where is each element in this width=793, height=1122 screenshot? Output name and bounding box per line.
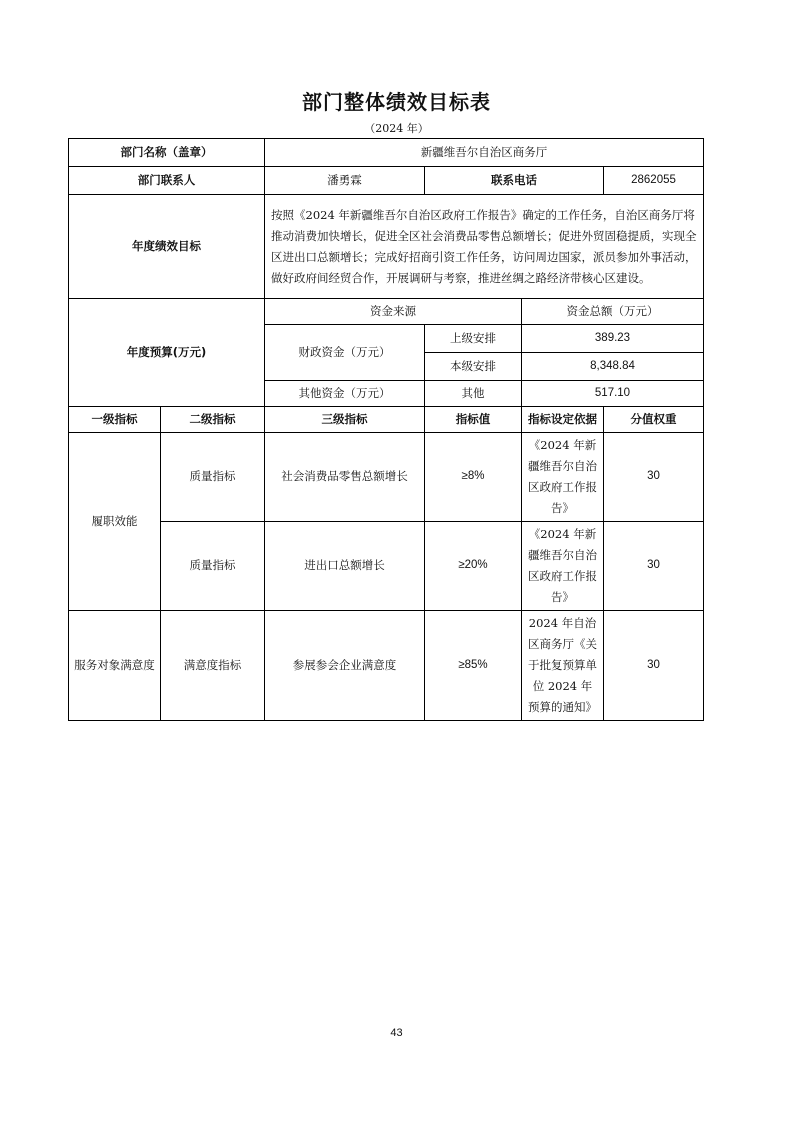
weight-cell: 30 [604, 522, 704, 611]
header-basis: 指标设定依据 [522, 407, 604, 433]
other-fund-value: 517.10 [522, 381, 704, 407]
annual-goal-label: 年度绩效目标 [69, 195, 265, 299]
header-level2: 二级指标 [161, 407, 265, 433]
level3-cell: 参展参会企业满意度 [265, 611, 425, 721]
level1-cell: 履职效能 [69, 433, 161, 611]
upper-level-value: 389.23 [522, 325, 704, 353]
level1-cell: 服务对象满意度 [69, 611, 161, 721]
local-level-label: 本级安排 [425, 353, 522, 381]
other-fund-sub-label: 其他 [425, 381, 522, 407]
table-row [69, 433, 704, 522]
value-cell: ≥20% [425, 522, 522, 611]
dept-contact-label: 部门联系人 [69, 167, 265, 195]
upper-level-label: 上级安排 [425, 325, 522, 353]
value-cell: ≥8% [425, 433, 522, 522]
header-level3: 三级指标 [265, 407, 425, 433]
dept-phone-value: 2862055 [604, 167, 704, 195]
level2-cell: 质量指标 [161, 522, 265, 611]
fiscal-fund-label: 财政资金（万元） [265, 325, 425, 381]
page-title: 部门整体绩效目标表 [302, 90, 491, 114]
dept-name-value: 新疆维吾尔自治区商务厅 [265, 139, 704, 167]
year-subtitle: （2024 年） [364, 122, 429, 135]
budget-label: 年度预算(万元) [69, 299, 265, 407]
basis-cell: 《2024 年新疆维吾尔自治区政府工作报告》 [522, 522, 604, 611]
local-level-value: 8,348.84 [522, 353, 704, 381]
annual-goal-text: 按照《2024 年新疆维吾尔自治区政府工作报告》确定的工作任务，自治区商务厅将推动消费加快增长，促进全区社会消费品零售总额增长；促进外贸固稳提质，实现全区进出口总额增长；完成好招商引资工作任务，访问周边国家，派员参加外事活动，做好政府间经贸合作，开展调研与考察，推进丝绸之路经济带核心区建设。 [265, 195, 704, 299]
table-row [69, 611, 704, 721]
level2-cell: 质量指标 [161, 433, 265, 522]
dept-contact-value: 潘勇霖 [265, 167, 425, 195]
other-fund-label: 其他资金（万元） [265, 381, 425, 407]
header-value: 指标值 [425, 407, 522, 433]
page-number: 43 [390, 1027, 403, 1039]
table-row [69, 522, 704, 611]
dept-name-label: 部门名称（盖章） [69, 139, 265, 167]
basis-cell: 2024 年自治区商务厅《关于批复预算单位 2024 年预算的通知》 [522, 611, 604, 721]
performance-goal-table [68, 138, 704, 721]
level2-cell: 满意度指标 [161, 611, 265, 721]
header-level1: 一级指标 [69, 407, 161, 433]
weight-cell: 30 [604, 611, 704, 721]
level3-cell: 社会消费品零售总额增长 [265, 433, 425, 522]
dept-phone-label: 联系电话 [425, 167, 604, 195]
value-cell: ≥85% [425, 611, 522, 721]
header-weight: 分值权重 [604, 407, 704, 433]
fund-source-header: 资金来源 [265, 299, 522, 325]
level3-cell: 进出口总额增长 [265, 522, 425, 611]
weight-cell: 30 [604, 433, 704, 522]
basis-cell: 《2024 年新疆维吾尔自治区政府工作报告》 [522, 433, 604, 522]
fund-total-header: 资金总额（万元） [522, 299, 704, 325]
